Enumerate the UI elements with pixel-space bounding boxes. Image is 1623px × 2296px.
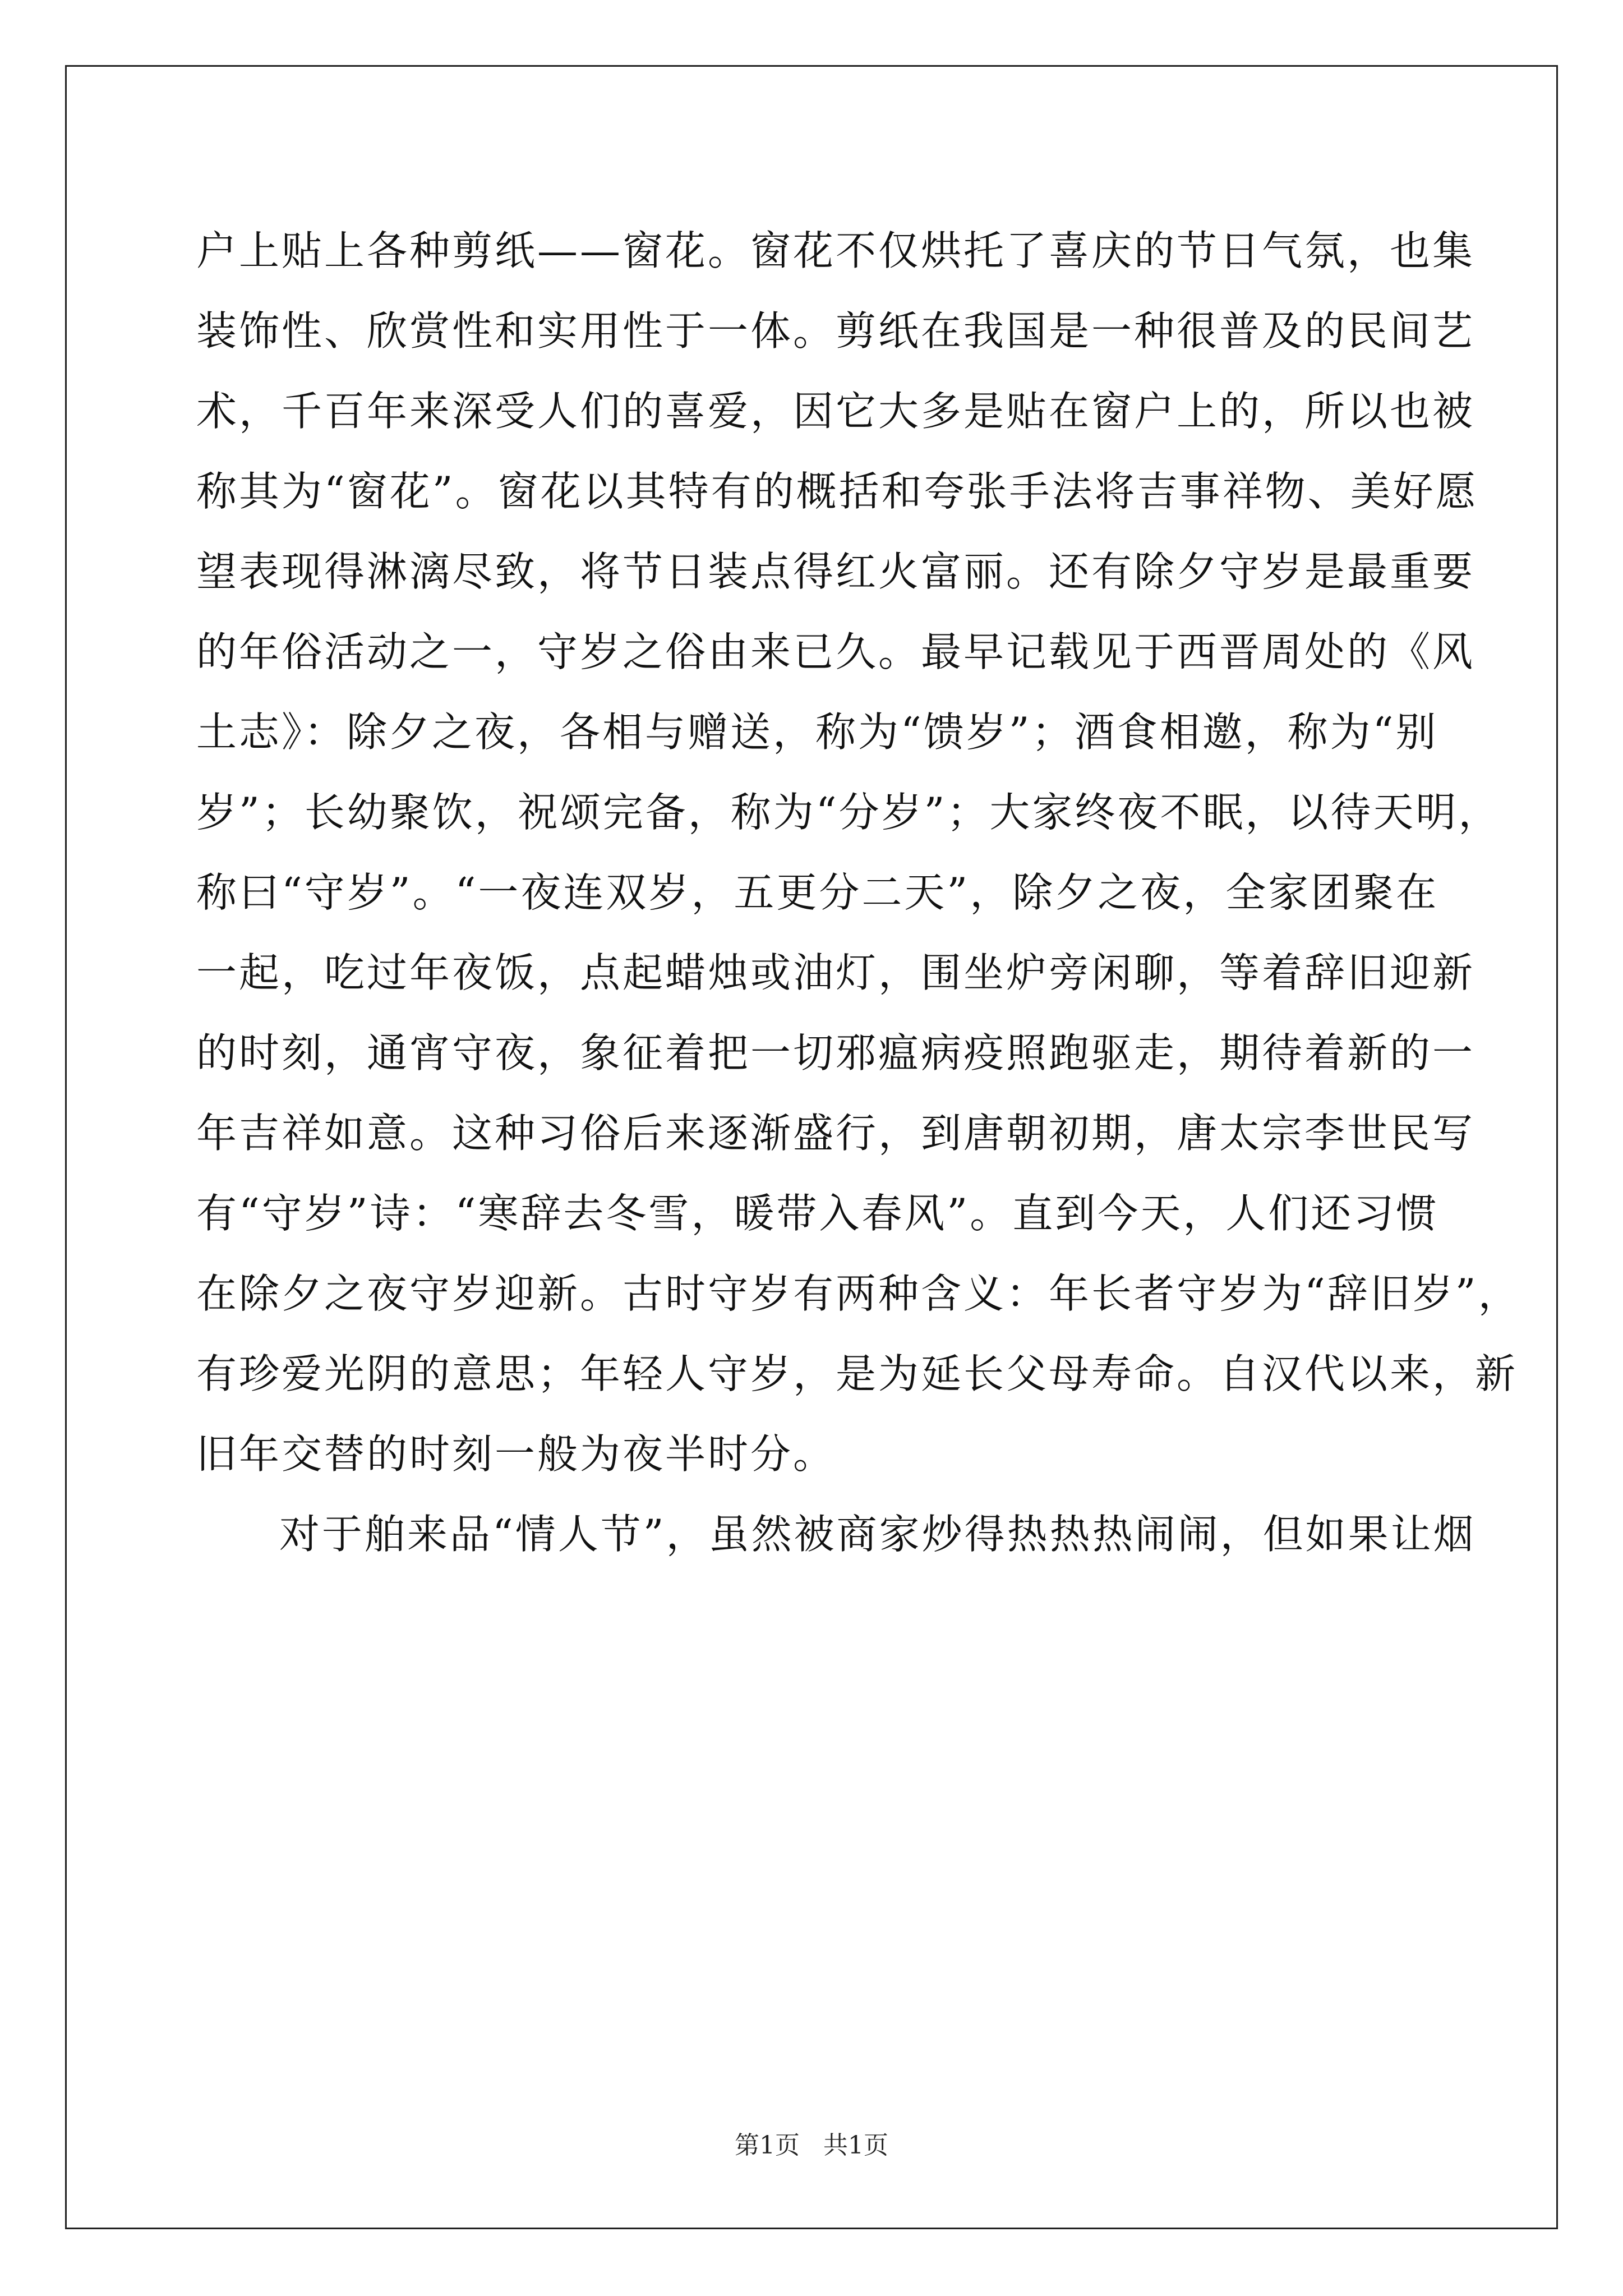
text-line-17-paragraph-start: 对于舶来品“情人节”，虽然被商家炒得热热热闹闹，但如果让烟 [279, 1511, 1476, 1558]
text-line-13: 有“守岁”诗：“寒辞去冬雪，暖带入春风”。直到今天，人们还习惯 [196, 1190, 1439, 1237]
text-line-5: 望表现得淋漓尽致，将节日装点得红火富丽。还有除夕守岁是最重要 [196, 548, 1476, 595]
text-line-16: 旧年交替的时刻一般为夜半时分。 [196, 1430, 836, 1478]
text-line-14: 在除夕之夜守岁迎新。古时守岁有两种含义：年长者守岁为“辞旧岁”， [196, 1270, 1521, 1317]
page-number-footer: 第1页 共1页 [735, 2131, 888, 2160]
text-line-1: 户上贴上各种剪纸——窗花。窗花不仅烘托了喜庆的节日气氛，也集 [196, 227, 1476, 274]
text-line-15: 有珍爱光阴的意思；年轻人守岁，是为延长父母寿命。自汉代以来，新 [196, 1350, 1518, 1397]
document-body [196, 211, 1521, 1575]
text-line-2: 装饰性、欣赏性和实用性于一体。剪纸在我国是一种很普及的民间艺 [196, 307, 1476, 355]
text-line-12: 年吉祥如意。这种习俗后来逐渐盛行，到唐朝初期，唐太宗李世民写 [196, 1110, 1476, 1157]
text-line-4: 称其为“窗花”。窗花以其特有的概括和夸张手法将吉事祥物、美好愿 [196, 468, 1478, 515]
text-line-11: 的时刻，通宵守夜，象征着把一切邪瘟病疫照跑驱走，期待着新的一 [196, 1029, 1476, 1076]
text-line-10: 一起，吃过年夜饭，点起蜡烛或油灯，围坐炉旁闲聊，等着辞旧迎新 [196, 949, 1476, 996]
text-line-8: 岁”；长幼聚饮，祝颂完备，称为“分岁”；大家终夜不眠，以待天明， [196, 789, 1501, 836]
text-line-3: 术，千百年来深受人们的喜爱，因它大多是贴在窗户上的，所以也被 [196, 388, 1476, 435]
text-line-7: 土志》：除夕之夜，各相与赠送，称为“馈岁”；酒食相邀，称为“别 [196, 708, 1438, 756]
text-line-9: 称曰“守岁”。“一夜连双岁，五更分二天”，除夕之夜，全家团聚在 [196, 869, 1439, 916]
text-line-6: 的年俗活动之一，守岁之俗由来已久。最早记载见于西晋周处的《风 [196, 628, 1476, 675]
